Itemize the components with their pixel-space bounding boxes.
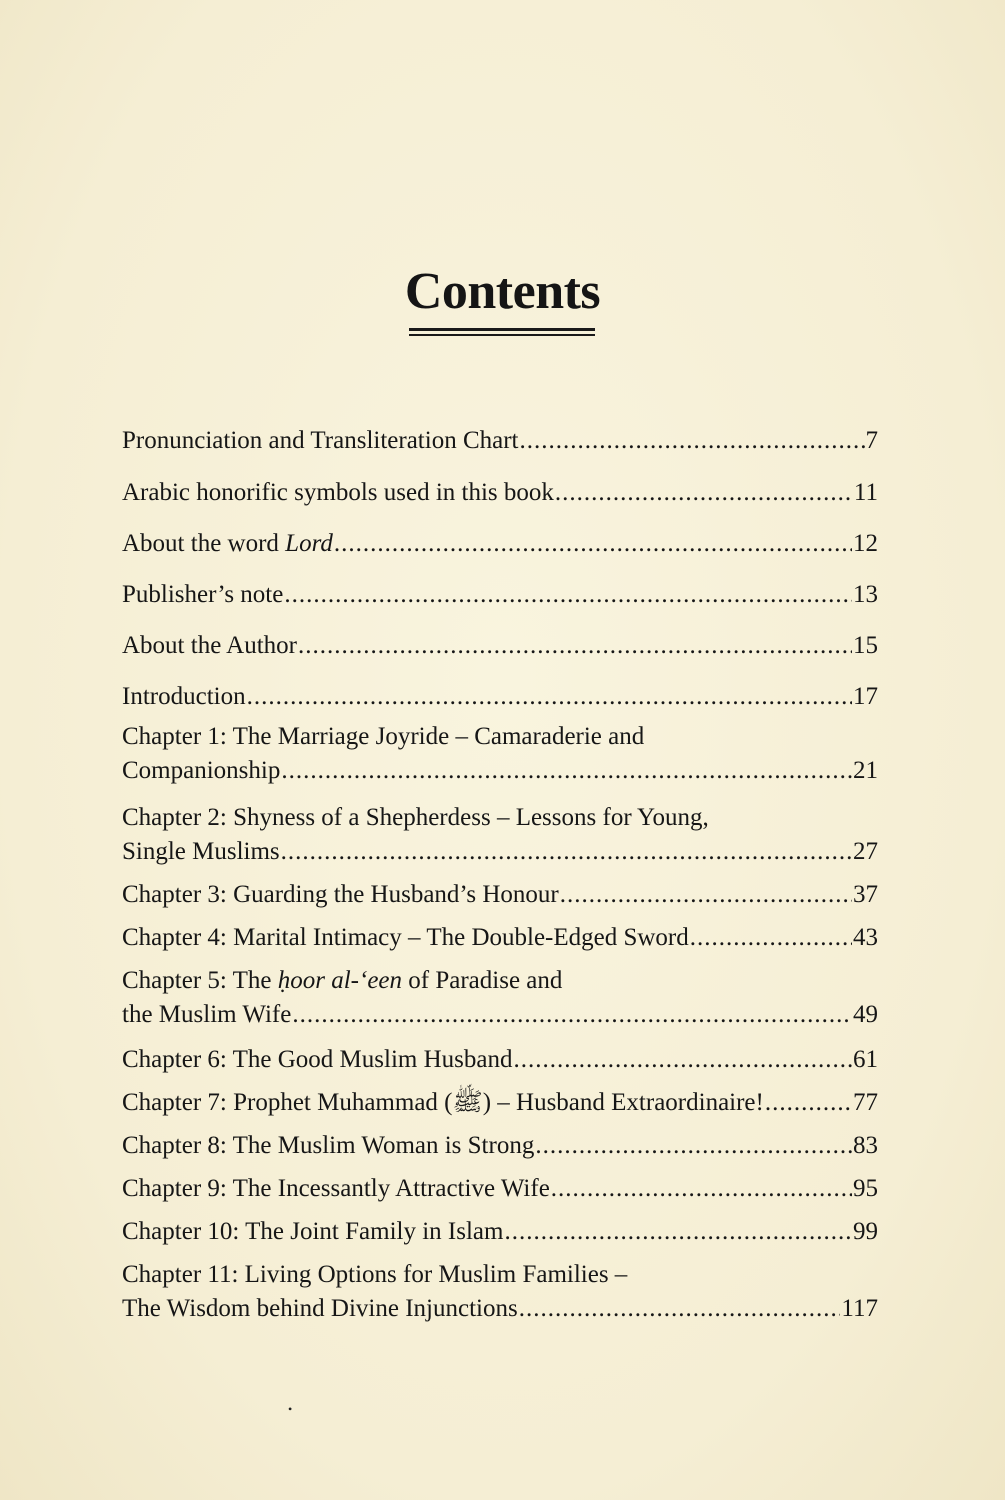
- dot-leader: [551, 1172, 852, 1206]
- toc-entry-publishers-note: [122, 578, 878, 612]
- toc-entry-chapter-4: [122, 921, 878, 955]
- toc-entry-label: Single Muslims: [122, 838, 280, 865]
- contents-title: Contents: [404, 263, 601, 320]
- toc-entry-label: Introduction: [122, 683, 246, 710]
- toc-page-number: 15: [853, 632, 878, 659]
- toc-entry-chapter-1: [122, 720, 878, 788]
- toc-entry-label: Companionship: [122, 757, 281, 784]
- dot-leader: [284, 578, 852, 612]
- dot-leader: [334, 527, 852, 561]
- toc-page-number: 37: [853, 881, 878, 908]
- toc-entry-label: About the Author: [122, 632, 297, 659]
- toc-entry-first-line: [122, 964, 878, 998]
- toc-entry-chapter-10: [122, 1215, 878, 1249]
- toc-page-number: 43: [853, 924, 878, 951]
- toc-entry-label-text: About the word: [122, 530, 286, 557]
- toc-page-number: 27: [853, 838, 878, 865]
- toc-page-number: 99: [853, 1218, 878, 1245]
- toc-entry-first-line: Chapter 11: Living Options for Muslim Families –: [122, 1261, 628, 1288]
- dot-leader: [765, 1086, 852, 1120]
- toc-page-number: 117: [841, 1295, 878, 1322]
- toc-entry-label: Chapter 10: The Joint Family in Islam: [122, 1218, 504, 1245]
- toc-entry-about-author: [122, 629, 878, 663]
- dot-leader: [555, 476, 853, 510]
- toc-entry-chapter-2: [122, 801, 878, 869]
- toc-entry-chapter-8: [122, 1129, 878, 1163]
- toc-entry-first-line-text: Chapter 5: The: [122, 967, 278, 994]
- toc-entry-label: the Muslim Wife: [122, 1001, 292, 1028]
- toc-entry-label: Publisher’s note: [122, 581, 284, 608]
- toc-entry-chapter-5: [122, 964, 878, 1032]
- dot-leader: [247, 680, 852, 714]
- toc-entry-label: Chapter 9: The Incessantly Attractive Wife: [122, 1175, 550, 1202]
- toc-entry-introduction: [122, 680, 878, 714]
- toc-entry-chapter-11: [122, 1258, 878, 1326]
- toc-page-number: 7: [865, 427, 878, 454]
- toc-entry-honorific-symbols: [122, 476, 878, 510]
- toc-entry-pronunciation: [122, 424, 878, 458]
- toc-page-number: 49: [853, 1001, 878, 1028]
- toc-entry-first-line: Chapter 1: The Marriage Joyride – Camaraderie and: [122, 723, 645, 750]
- title-underline-thick: [409, 328, 595, 331]
- toc-entry-label: Chapter 4: Marital Intimacy – The Double-Edged Sword: [122, 924, 689, 951]
- toc-entry-label: Chapter 8: The Muslim Woman is Strong: [122, 1132, 535, 1159]
- title-underline-thin: [409, 334, 595, 336]
- toc-entry-first-line-italic: ḥoor al-‘een: [277, 967, 403, 994]
- toc-entry-label: The Wisdom behind Divine Injunctions: [122, 1295, 518, 1322]
- dot-leader: [298, 629, 852, 663]
- toc-entry-chapter-9: [122, 1172, 878, 1206]
- toc-page-number: 11: [853, 479, 878, 506]
- toc-page-number: 12: [853, 530, 878, 557]
- toc-entry-label: Chapter 3: Guarding the Husband’s Honour: [122, 881, 559, 908]
- dot-leader: [281, 835, 852, 869]
- dot-leader: [519, 424, 864, 458]
- dot-leader: [560, 878, 852, 912]
- toc-entry-first-line: Chapter 2: Shyness of a Shepherdess – Lessons for Young,: [122, 804, 709, 831]
- toc-entry-label: [122, 527, 333, 561]
- toc-page-number: 13: [853, 581, 878, 608]
- footer-mark: •: [288, 1402, 293, 1416]
- toc-page-number: 21: [853, 757, 878, 784]
- toc-entry-chapter-7: [122, 1086, 878, 1120]
- toc-entry-label-italic: Lord: [285, 530, 333, 557]
- dot-leader: [690, 921, 852, 955]
- dot-leader: [504, 1215, 852, 1249]
- toc-page-number: 77: [853, 1089, 878, 1116]
- toc-page-number: 61: [853, 1046, 878, 1073]
- toc-entry-chapter-6: [122, 1043, 878, 1077]
- toc-entry-label: Pronunciation and Transliteration Chart: [122, 427, 519, 454]
- dot-leader: [519, 1292, 841, 1326]
- toc-entry-word-lord: [122, 527, 878, 561]
- dot-leader: [535, 1129, 852, 1163]
- dot-leader: [292, 998, 852, 1032]
- dot-leader: [513, 1043, 852, 1077]
- toc-page-number: 95: [853, 1175, 878, 1202]
- toc-page-number: 83: [853, 1132, 878, 1159]
- toc-entry-label: Chapter 6: The Good Muslim Husband: [122, 1046, 513, 1073]
- toc-entry-label: Chapter 7: Prophet Muhammad (ﷺ) – Husband Extraordinaire!: [122, 1089, 764, 1116]
- dot-leader: [281, 754, 852, 788]
- toc-entry-chapter-3: [122, 878, 878, 912]
- toc-entry-first-line-text-end: of Paradise and: [402, 967, 563, 994]
- toc-entry-label: Arabic honorific symbols used in this book: [122, 479, 554, 506]
- toc-page-number: 17: [853, 683, 878, 710]
